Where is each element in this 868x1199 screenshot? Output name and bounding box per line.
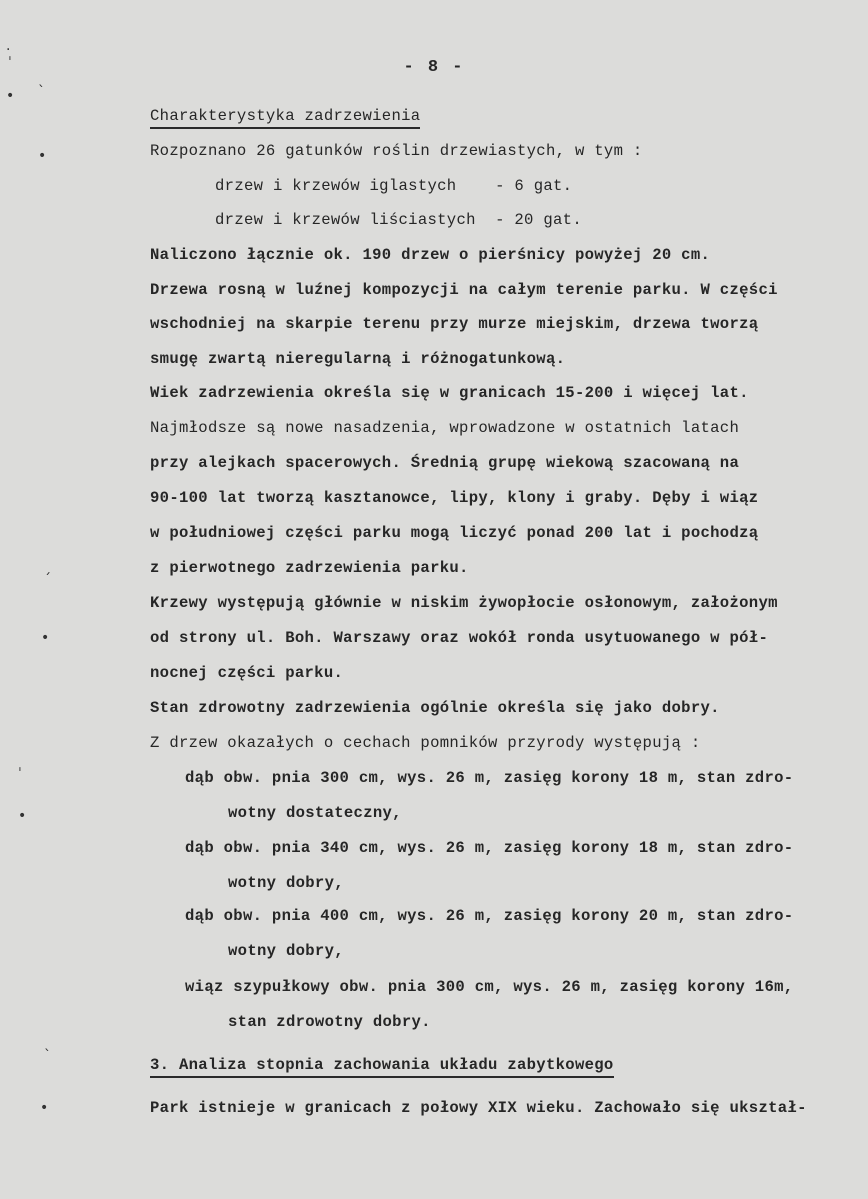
text-line: Z drzew okazałych o cechach pomników przyrody występują :	[150, 734, 701, 752]
text-line: wotny dobry,	[228, 942, 344, 960]
text-line: od strony ul. Boh. Warszawy oraz wokół ronda usytuowanego w pół-	[150, 629, 769, 647]
section-heading: Charakterystyka zadrzewienia	[150, 106, 420, 129]
text-line: Rozpoznano 26 gatunków roślin drzewiastych, w tym :	[150, 142, 643, 160]
text-line: wschodniej na skarpie terenu przy murze miejskim, drzewa tworzą	[150, 315, 759, 333]
text-line: drzew i krzewów iglastych - 6 gat.	[215, 177, 573, 195]
text-line: Wiek zadrzewienia określa się w granicach 15-200 i więcej lat.	[150, 384, 749, 402]
document-page: · ˈ • ˋ • ˊ • ˈ • ˋ • - 8 - Charakterystyka zadrzewienia Rozpoznano 26 gatunków roślin drzewiastych, w tym : drzew i krzewów iglastych - 6 gat. drzew i krzewów liściastych - 20 gat. Naliczono łącznie ok. 190 drzew o pierśnicy powyżej 20 cm. Drzewa rosną w luźnej kompozycji na całym terenie parku. W części wschodniej na skarpie terenu przy murze miejskim, drzewa tworzą smugę zwartą nieregularną i różnogatunkową. Wiek zadrzewienia określa się w granicach 15-200 i więcej lat. Najmłodsze są nowe nasadzenia, wprowadzone w ostatnich latach przy alejkach spacerowych. Średnią grupę wiekową szacowaną na 90-100 lat tworzą kasztanowce, lipy, klony i graby. Dęby i wiąz w południowej części parku mogą liczyć ponad 200 lat i pochodzą z pierwotnego zadrzewienia parku. Krzewy występują głównie w niskim żywopłocie osłonowym, założonym od strony ul. Boh. Warszawy oraz wokół ronda usytuowanego w pół- nocnej części parku. Stan zdrowotny zadrzewienia ogólnie określa się jako dobry. Z drzew okazałych o cechach pomników przyrody występują : dąb obw. pnia 300 cm, wys. 26 m, zasięg korony 18 m, stan zdro- wotny dostateczny, dąb obw. pnia 340 cm, wys. 26 m, zasięg korony 18 m, stan zdro- wotny dobry, dąb obw. pnia 400 cm, wys. 26 m, zasięg korony 20 m, stan zdro- wotny dobry, wiąz szypułkowy obw. pnia 300 cm, wys. 26 m, zasięg korony 16m, stan zdrowotny dobry. 3. Analiza stopnia zachowania układu zabytkowego Park istnieje w granicach z połowy XIX wieku. Zachowało się ukształ-	[0, 0, 868, 1199]
text-line: Najmłodsze są nowe nasadzenia, wprowadzone w ostatnich latach	[150, 419, 740, 437]
text-line: dąb obw. pnia 400 cm, wys. 26 m, zasięg korony 20 m, stan zdro-	[185, 907, 794, 925]
text-line-last: Park istnieje w granicach z połowy XIX wieku. Zachowało się ukształ-	[150, 1099, 807, 1117]
text-line: wotny dobry,	[228, 874, 344, 892]
section-3-heading: 3. Analiza stopnia zachowania układu zabytkowego	[150, 1055, 614, 1078]
text-line: Naliczono łącznie ok. 190 drzew o pierśnicy powyżej 20 cm.	[150, 246, 711, 264]
text-line: stan zdrowotny dobry.	[228, 1013, 431, 1031]
text-line: smugę zwartą nieregularną i różnogatunkową.	[150, 350, 566, 368]
text-line: dąb obw. pnia 300 cm, wys. 26 m, zasięg korony 18 m, stan zdro-	[185, 769, 794, 787]
text-line: przy alejkach spacerowych. Średnią grupę wiekową szacowaną na	[150, 454, 740, 472]
text-line: nocnej części parku.	[150, 664, 344, 682]
text-line: 90-100 lat tworzą kasztanowce, lipy, klony i graby. Dęby i wiąz	[150, 489, 759, 507]
text-line: dąb obw. pnia 340 cm, wys. 26 m, zasięg korony 18 m, stan zdro-	[185, 839, 794, 857]
text-line: wiąz szypułkowy obw. pnia 300 cm, wys. 26 m, zasięg korony 16m,	[185, 978, 794, 996]
text-line: z pierwotnego zadrzewienia parku.	[150, 559, 469, 577]
page-number: - 8 -	[403, 58, 465, 77]
text-line: wotny dostateczny,	[228, 804, 402, 822]
text-line: drzew i krzewów liściastych - 20 gat.	[215, 211, 582, 229]
text-line: w południowej części parku mogą liczyć ponad 200 lat i pochodzą	[150, 524, 759, 542]
text-line: Drzewa rosną w luźnej kompozycji na całym terenie parku. W części	[150, 281, 778, 299]
text-line: Krzewy występują głównie w niskim żywopłocie osłonowym, założonym	[150, 594, 778, 612]
text-line: Stan zdrowotny zadrzewienia ogólnie określa się jako dobry.	[150, 699, 720, 717]
